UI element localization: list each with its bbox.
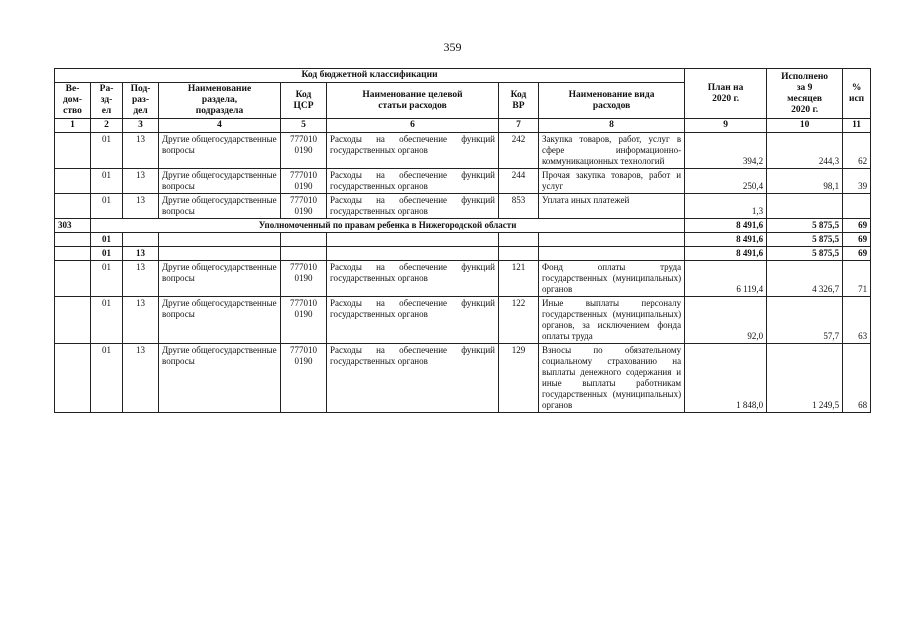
column-number: 3: [123, 119, 159, 133]
cell-vr-code: 853: [499, 194, 539, 219]
cell-csr-name: Расходы на обеспечение функций государственных органов: [327, 344, 499, 413]
cell-fact: 1 249,5: [767, 344, 843, 413]
cell-fact: 57,7: [767, 297, 843, 344]
cell-section: 01: [91, 261, 123, 297]
cell-vr-name: Прочая закупка товаров, работ и услуг: [539, 169, 685, 194]
column-number: 1: [55, 119, 91, 133]
cell-vr-name: Взносы по обязательному социальному страхованию на выплаты денежного содержания и иные выплаты работникам государственных (муниципальных) органов: [539, 344, 685, 413]
cell-vr-name: Фонд оплаты труда государственных (муниципальных) органов: [539, 261, 685, 297]
cell-subsection: 13: [123, 247, 159, 261]
cell-csr-code: 777010 0190: [281, 194, 327, 219]
column-number: 7: [499, 119, 539, 133]
header-section-name: Наименование раздела, подраздела: [159, 83, 281, 119]
table-row: [55, 133, 871, 169]
table-row: [55, 233, 871, 247]
cell-percent: 39: [843, 169, 871, 194]
header-csr-code: Код ЦСР: [281, 83, 327, 119]
cell-empty: [499, 247, 539, 261]
cell-plan: 1 848,0: [685, 344, 767, 413]
cell-empty: [539, 233, 685, 247]
column-number: 10: [767, 119, 843, 133]
cell-section-name: Другие общегосударственные вопросы: [159, 194, 281, 219]
cell-subsection: 13: [123, 261, 159, 297]
table-row: [55, 261, 871, 297]
cell-fact: 5 875,5: [767, 233, 843, 247]
header-fact: [767, 69, 843, 119]
cell-department: [55, 169, 91, 194]
cell-empty: [499, 233, 539, 247]
column-number: 4: [159, 119, 281, 133]
cell-fact: 244,3: [767, 133, 843, 169]
cell-plan: 250,4: [685, 169, 767, 194]
cell-section: 01: [91, 247, 123, 261]
cell-vr-name: Закупка товаров, работ, услуг в сфере информационно-коммуникационных технологий: [539, 133, 685, 169]
cell-plan: 1,3: [685, 194, 767, 219]
header-section: Ра- зд- ел: [91, 83, 123, 119]
table-row: [55, 344, 871, 413]
cell-plan: 8 491,6: [685, 233, 767, 247]
column-number-row: [55, 119, 871, 133]
page-number: 359: [443, 40, 462, 54]
cell-csr-name: Расходы на обеспечение функций государственных органов: [327, 169, 499, 194]
table-row: [55, 169, 871, 194]
cell-department: [55, 233, 91, 247]
cell-section: 01: [91, 169, 123, 194]
cell-vr-code: 244: [499, 169, 539, 194]
cell-percent: 69: [843, 219, 871, 233]
cell-section: 01: [91, 133, 123, 169]
cell-percent: 63: [843, 297, 871, 344]
cell-subsection: 13: [123, 297, 159, 344]
cell-subsection: 13: [123, 169, 159, 194]
cell-csr-code: 777010 0190: [281, 297, 327, 344]
column-number: 9: [685, 119, 767, 133]
header-percent: [843, 69, 871, 119]
header-percent-text: % исп: [848, 82, 865, 104]
cell-section-name: Другие общегосударственные вопросы: [159, 297, 281, 344]
cell-csr-name: Расходы на обеспечение функций государственных органов: [327, 194, 499, 219]
cell-percent: 69: [843, 233, 871, 247]
header-plan: [685, 69, 767, 119]
agency-title: Уполномоченный по правам ребенка в Нижегородской области: [91, 219, 685, 233]
cell-section: 01: [91, 194, 123, 219]
cell-percent: [843, 194, 871, 219]
header-department: Ве- дом- ство: [55, 83, 91, 119]
cell-section: 01: [91, 344, 123, 413]
cell-percent: 69: [843, 247, 871, 261]
table-row: [55, 297, 871, 344]
cell-subsection: 13: [123, 133, 159, 169]
cell-csr-name: Расходы на обеспечение функций государственных органов: [327, 133, 499, 169]
cell-section-name: Другие общегосударственные вопросы: [159, 169, 281, 194]
cell-fact: 5 875,5: [767, 247, 843, 261]
column-number: 5: [281, 119, 327, 133]
classification-group-header: Код бюджетной классификации: [55, 69, 685, 83]
cell-empty: [539, 247, 685, 261]
header-fact-text: Исполнено за 9 месяцев 2020 г.: [781, 71, 829, 115]
cell-plan: 8 491,6: [685, 247, 767, 261]
cell-csr-code: 777010 0190: [281, 169, 327, 194]
cell-section-name: Другие общегосударственные вопросы: [159, 261, 281, 297]
cell-vr-code: 242: [499, 133, 539, 169]
cell-csr-code: 777010 0190: [281, 344, 327, 413]
table-body: [55, 133, 871, 413]
cell-subsection: 13: [123, 344, 159, 413]
cell-plan: 8 491,6: [685, 219, 767, 233]
cell-percent: 71: [843, 261, 871, 297]
header-csr-name: Наименование целевой статьи расходов: [327, 83, 499, 119]
cell-vr-name: Уплата иных платежей: [539, 194, 685, 219]
table-row: [55, 247, 871, 261]
cell-vr-code: 129: [499, 344, 539, 413]
cell-department: [55, 297, 91, 344]
cell-section-name: Другие общегосударственные вопросы: [159, 133, 281, 169]
cell-section-name: Другие общегосударственные вопросы: [159, 344, 281, 413]
budget-table: [54, 68, 871, 413]
cell-percent: 62: [843, 133, 871, 169]
cell-section: 01: [91, 233, 123, 247]
cell-subsection: [123, 233, 159, 247]
cell-department: [55, 261, 91, 297]
header-vr-code: Код ВР: [499, 83, 539, 119]
cell-empty: [327, 233, 499, 247]
cell-plan: 92,0: [685, 297, 767, 344]
cell-percent: 68: [843, 344, 871, 413]
cell-section: 01: [91, 297, 123, 344]
table-row: [55, 219, 871, 233]
column-number: 6: [327, 119, 499, 133]
cell-plan: 6 119,4: [685, 261, 767, 297]
cell-fact: 98,1: [767, 169, 843, 194]
column-number: 11: [843, 119, 871, 133]
cell-fact: 5 875,5: [767, 219, 843, 233]
cell-csr-code: 777010 0190: [281, 133, 327, 169]
cell-empty: [281, 233, 327, 247]
cell-department: [55, 247, 91, 261]
cell-csr-code: 777010 0190: [281, 261, 327, 297]
table-row: [55, 194, 871, 219]
cell-fact: [767, 194, 843, 219]
cell-csr-name: Расходы на обеспечение функций государственных органов: [327, 261, 499, 297]
cell-subsection: 13: [123, 194, 159, 219]
cell-department: [55, 133, 91, 169]
header-subsection: Под- раз- дел: [123, 83, 159, 119]
cell-department: [55, 344, 91, 413]
cell-empty: [159, 233, 281, 247]
column-number: 2: [91, 119, 123, 133]
cell-vr-name: Иные выплаты персоналу государственных (муниципальных) органов, за исключением фонда оплаты труда: [539, 297, 685, 344]
cell-department: 303: [55, 219, 91, 233]
cell-department: [55, 194, 91, 219]
cell-empty: [159, 247, 281, 261]
cell-vr-code: 121: [499, 261, 539, 297]
cell-plan: 394,2: [685, 133, 767, 169]
cell-empty: [327, 247, 499, 261]
cell-empty: [281, 247, 327, 261]
header-vr-name: Наименование вида расходов: [539, 83, 685, 119]
column-number: 8: [539, 119, 685, 133]
cell-fact: 4 326,7: [767, 261, 843, 297]
header-plan-text: План на 2020 г.: [707, 82, 744, 104]
cell-vr-code: 122: [499, 297, 539, 344]
cell-csr-name: Расходы на обеспечение функций государственных органов: [327, 297, 499, 344]
